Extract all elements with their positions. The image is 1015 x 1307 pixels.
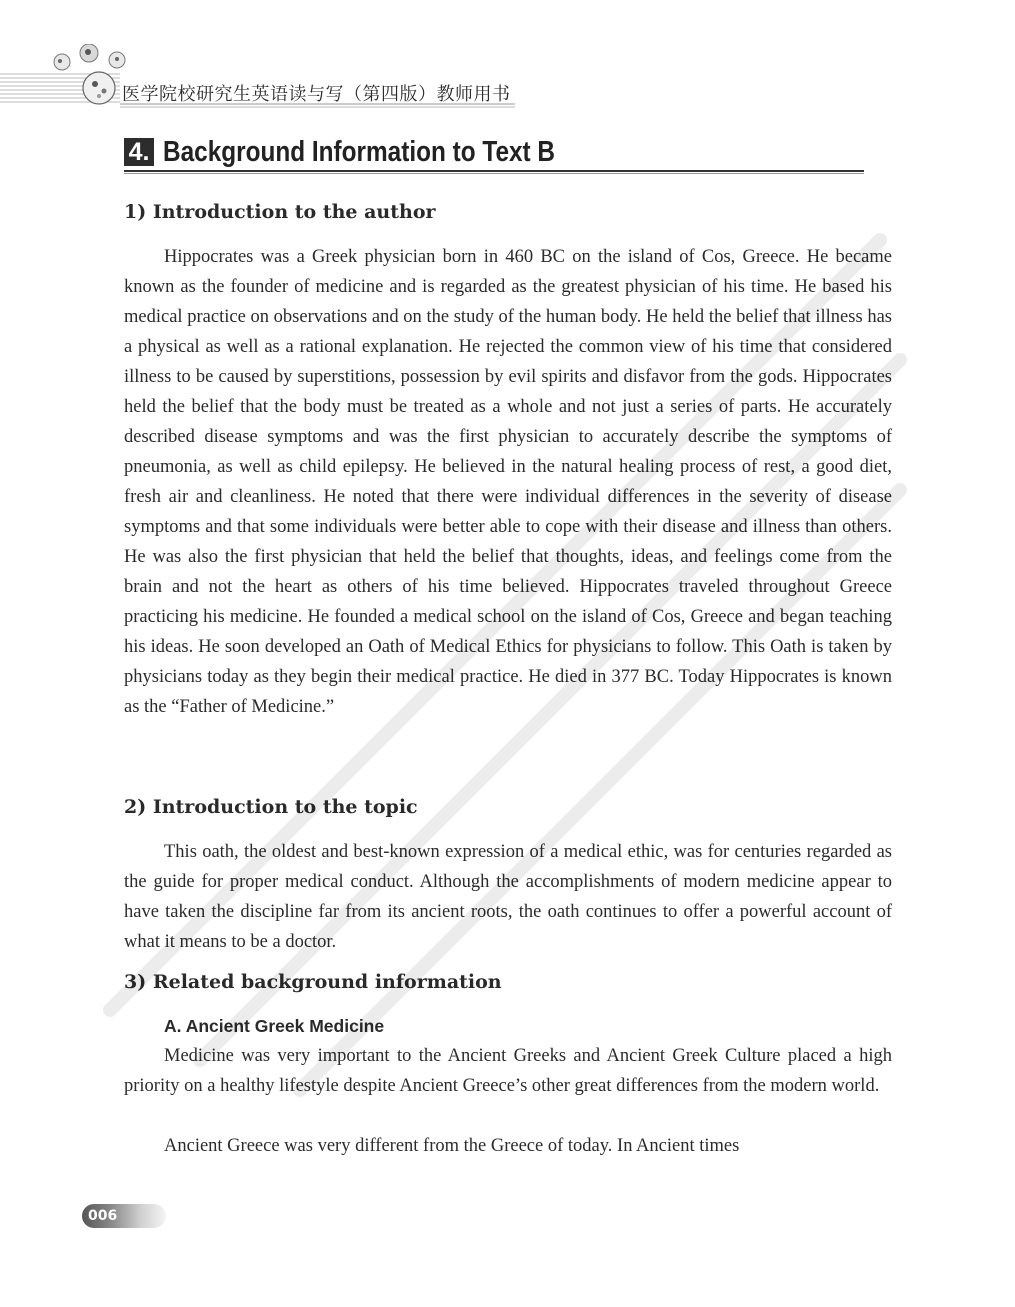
background-paragraph-1: Medicine was very important to the Ancient Greeks and Ancient Greek Culture placed a high priority on a healthy lifestyle despite Ancient Greece’s other great differences from the modern world.: [124, 1046, 892, 1096]
topic-paragraph: This oath, the oldest and best-known expression of a medical ethic, was for centuries regarded as the guide for proper medical conduct. Although the accomplishments of modern medicine appear to have taken the discipline far from its ancient roots, the oath continues to offer a powerful account of what it means to be a doctor.: [124, 842, 892, 952]
page-number: 006: [88, 1208, 118, 1224]
title-underline: [124, 170, 864, 172]
section-title-text: Background Information to Text B: [163, 136, 556, 168]
subsection-heading-topic: 2) Introduction to the topic: [124, 796, 418, 818]
section-number: 4.: [124, 138, 154, 166]
title-underline-thin: [124, 173, 864, 174]
subheading-ancient-greek-medicine: A. Ancient Greek Medicine: [164, 1016, 385, 1036]
background-paragraph-2: Ancient Greece was very different from the Greece of today. In Ancient times: [164, 1136, 740, 1156]
author-paragraph: Hippocrates was a Greek physician born in 460 BC on the island of Cos, Greece. He became known as the founder of medicine and is regarded as the greatest physician of his time. He based his medical practice on observations and on the study of the human body. He held the belief that illness has a physical as well as a rational explanation. He rejected the common view of his time that considered illness to be caused by superstitions, possession by evil spirits and disfavor from the gods. Hippocrates held the belief that the body must be treated as a whole and not just a series of parts. He accurately described disease symptoms and was the first physician to accurately describe the symptoms of pneumonia, as well as child epilepsy. He believed in the natural healing process of rest, a good diet, fresh air and cleanliness. He noted that there were individual differences in the severity of disease symptoms and that some individuals were better able to cope with their disease and illness than others. He was also the first physician that held the belief that thoughts, ideas, and feelings come from the brain and not the heart as others of his time believed. Hippocrates traveled throughout Greece practicing his medicine. He founded a medical school on the island of Cos, Greece and began teaching his ideas. He soon developed an Oath of Medical Ethics for physicians to follow. This Oath is taken by physicians today as they begin their medical practice. He died in 377 BC. Today Hippocrates is known as the “Father of Medicine.”: [124, 247, 892, 717]
book-title: 医学院校研究生英语读与写（第四版）教师用书: [122, 84, 511, 105]
subsection-heading-author: 1) Introduction to the author: [124, 201, 436, 223]
subsection-heading-background: 3) Related background information: [124, 971, 502, 993]
section-title: [124, 133, 864, 173]
